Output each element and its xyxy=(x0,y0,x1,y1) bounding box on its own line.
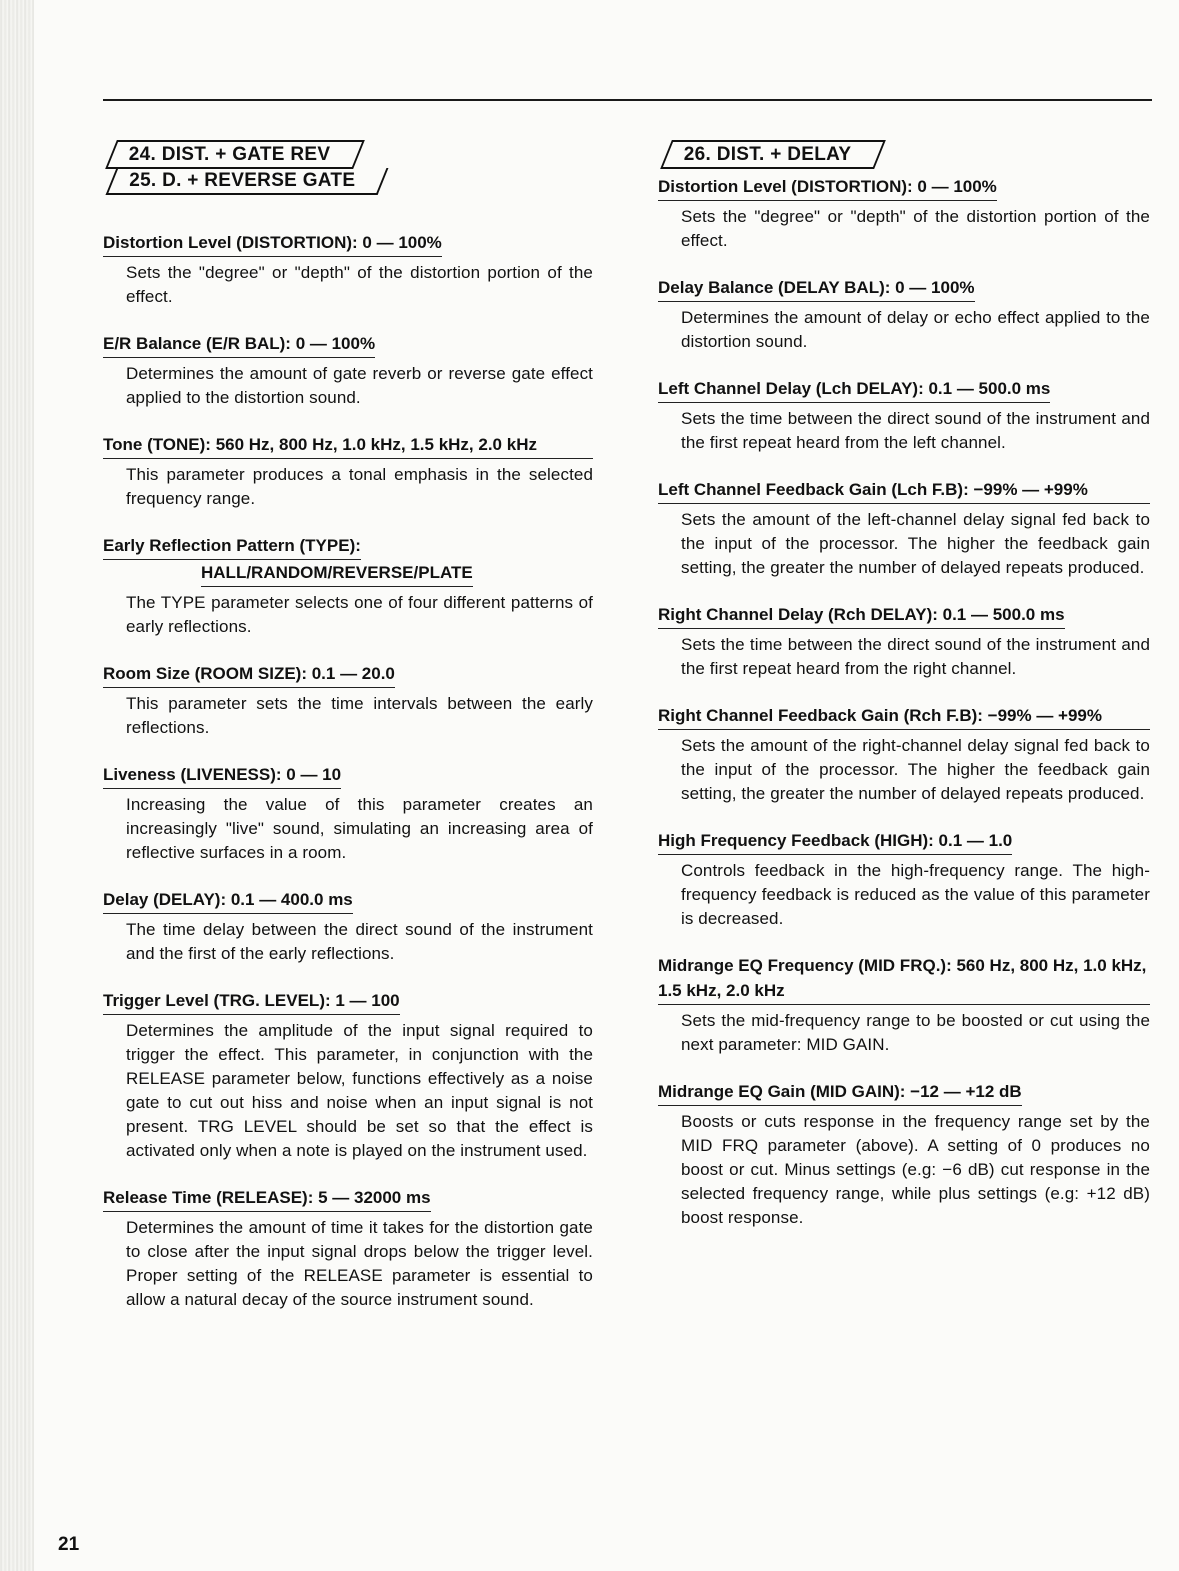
param-heading: Left Channel Delay (Lch DELAY): 0.1 — 500.0 ms xyxy=(658,376,1050,403)
param-heading: Distortion Level (DISTORTION): 0 — 100% xyxy=(103,230,442,257)
param-trigger-level xyxy=(103,988,593,1163)
param-description: Sets the amount of the left-channel delay signal fed back to the input of the processor. The higher the feedback gain setting, the greater the number of delayed repeats produced. xyxy=(681,510,1150,577)
param-heading: E/R Balance (E/R BAL): 0 — 100% xyxy=(103,331,375,358)
param-heading: High Frequency Feedback (HIGH): 0.1 — 1.0 xyxy=(658,828,1012,855)
param-release-time xyxy=(103,1185,593,1312)
section-banner-26: 26. DIST. + DELAY xyxy=(658,140,1150,168)
param-high-frequency-feedback xyxy=(658,828,1150,931)
param-description: Sets the "degree" or "depth" of the distortion portion of the effect. xyxy=(126,263,593,306)
param-heading: Room Size (ROOM SIZE): 0.1 — 20.0 xyxy=(103,661,395,688)
param-heading: Right Channel Feedback Gain (Rch F.B): −99% — +99% xyxy=(658,703,1150,730)
param-heading: Delay (DELAY): 0.1 — 400.0 ms xyxy=(103,887,353,914)
param-liveness xyxy=(103,762,593,865)
param-right-channel-feedback xyxy=(658,703,1150,806)
param-heading: Right Channel Delay (Rch DELAY): 0.1 — 500.0 ms xyxy=(658,602,1065,629)
header-rule xyxy=(103,99,1152,101)
param-left-channel-feedback xyxy=(658,477,1150,580)
param-heading: Midrange EQ Gain (MID GAIN): −12 — +12 dB xyxy=(658,1079,1022,1106)
param-delay xyxy=(103,887,593,966)
param-room-size xyxy=(103,661,593,740)
section-banner-24: 24. DIST. + GATE REV xyxy=(103,140,593,168)
param-description: Sets the mid-frequency range to be boosted or cut using the next parameter: MID GAIN. xyxy=(681,1011,1150,1054)
param-heading: Midrange EQ Frequency (MID FRQ.): 560 Hz, 800 Hz, 1.0 kHz, 1.5 kHz, 2.0 kHz xyxy=(658,953,1150,1005)
left-column xyxy=(103,140,593,1312)
binding-edge xyxy=(0,0,34,1571)
param-description: Boosts or cuts response in the frequency range set by the MID FRQ parameter (above). A setting of 0 produces no boost or cut. Minus settings (e.g: −6 dB) cut response in the selected frequency range, while plus settings (e.g: +12 dB) boost response. xyxy=(681,1112,1150,1227)
param-description: Determines the amplitude of the input signal required to trigger the effect. This parameter, in conjunction with the RELEASE parameter below, functions effectively as a noise gate to cut out hiss and noise when an input signal is not present. TRG LEVEL should be set so that the effect is activated only when a note is played on the instrument used. xyxy=(126,1021,593,1160)
param-distortion-level xyxy=(103,230,593,309)
param-heading: Release Time (RELEASE): 5 — 32000 ms xyxy=(103,1185,431,1212)
param-heading: Left Channel Feedback Gain (Lch F.B): −99% — +99% xyxy=(658,477,1150,504)
param-description: This parameter produces a tonal emphasis in the selected frequency range. xyxy=(126,465,593,508)
param-description: Determines the amount of delay or echo effect applied to the distortion sound. xyxy=(681,308,1150,351)
param-description: Increasing the value of this parameter creates an increasingly "live" sound, simulating an increasing area of reflective surfaces in a room. xyxy=(126,795,593,862)
param-tone xyxy=(103,432,593,511)
param-distortion-level xyxy=(658,174,1150,253)
param-heading-values: HALL/RANDOM/REVERSE/PLATE xyxy=(201,560,473,587)
param-description: The TYPE parameter selects one of four different patterns of early reflections. xyxy=(126,593,593,636)
param-description: Sets the amount of the right-channel delay signal fed back to the input of the processor. The higher the feedback gain setting, the greater the number of delayed repeats produced. xyxy=(681,736,1150,803)
page-number: 21 xyxy=(58,1534,80,1555)
param-description: Sets the time between the direct sound of the instrument and the first repeat heard from the left channel. xyxy=(681,409,1150,452)
param-right-channel-delay xyxy=(658,602,1150,681)
param-description: Sets the "degree" or "depth" of the distortion portion of the effect. xyxy=(681,207,1150,250)
param-early-reflection-pattern xyxy=(103,533,593,639)
param-description: Sets the time between the direct sound of the instrument and the first repeat heard from the right channel. xyxy=(681,635,1150,678)
section-banner-25: 25. D. + REVERSE GATE xyxy=(103,168,593,196)
param-description: The time delay between the direct sound of the instrument and the first of the early reflections. xyxy=(126,920,593,963)
param-heading: Delay Balance (DELAY BAL): 0 — 100% xyxy=(658,275,975,302)
param-heading: Early Reflection Pattern (TYPE): xyxy=(103,533,361,560)
param-er-balance xyxy=(103,331,593,410)
param-delay-balance xyxy=(658,275,1150,354)
right-column xyxy=(658,140,1150,1230)
param-description: Controls feedback in the high-frequency range. The high-frequency feedback is reduced as the value of this parameter is decreased. xyxy=(681,861,1150,928)
param-heading: Tone (TONE): 560 Hz, 800 Hz, 1.0 kHz, 1.5 kHz, 2.0 kHz xyxy=(103,432,593,459)
param-heading: Liveness (LIVENESS): 0 — 10 xyxy=(103,762,341,789)
param-description: This parameter sets the time intervals between the early reflections. xyxy=(126,694,593,737)
param-heading: Trigger Level (TRG. LEVEL): 1 — 100 xyxy=(103,988,400,1015)
param-left-channel-delay xyxy=(658,376,1150,455)
param-heading: Distortion Level (DISTORTION): 0 — 100% xyxy=(658,174,997,201)
param-description: Determines the amount of gate reverb or reverse gate effect applied to the distortion sound. xyxy=(126,364,593,407)
param-midrange-eq-frequency xyxy=(658,953,1150,1057)
param-description: Determines the amount of time it takes for the distortion gate to close after the input signal drops below the trigger level. Proper setting of the RELEASE parameter is essential to allow a natural decay of the source instrument sound. xyxy=(126,1218,593,1309)
param-midrange-eq-gain xyxy=(658,1079,1150,1230)
